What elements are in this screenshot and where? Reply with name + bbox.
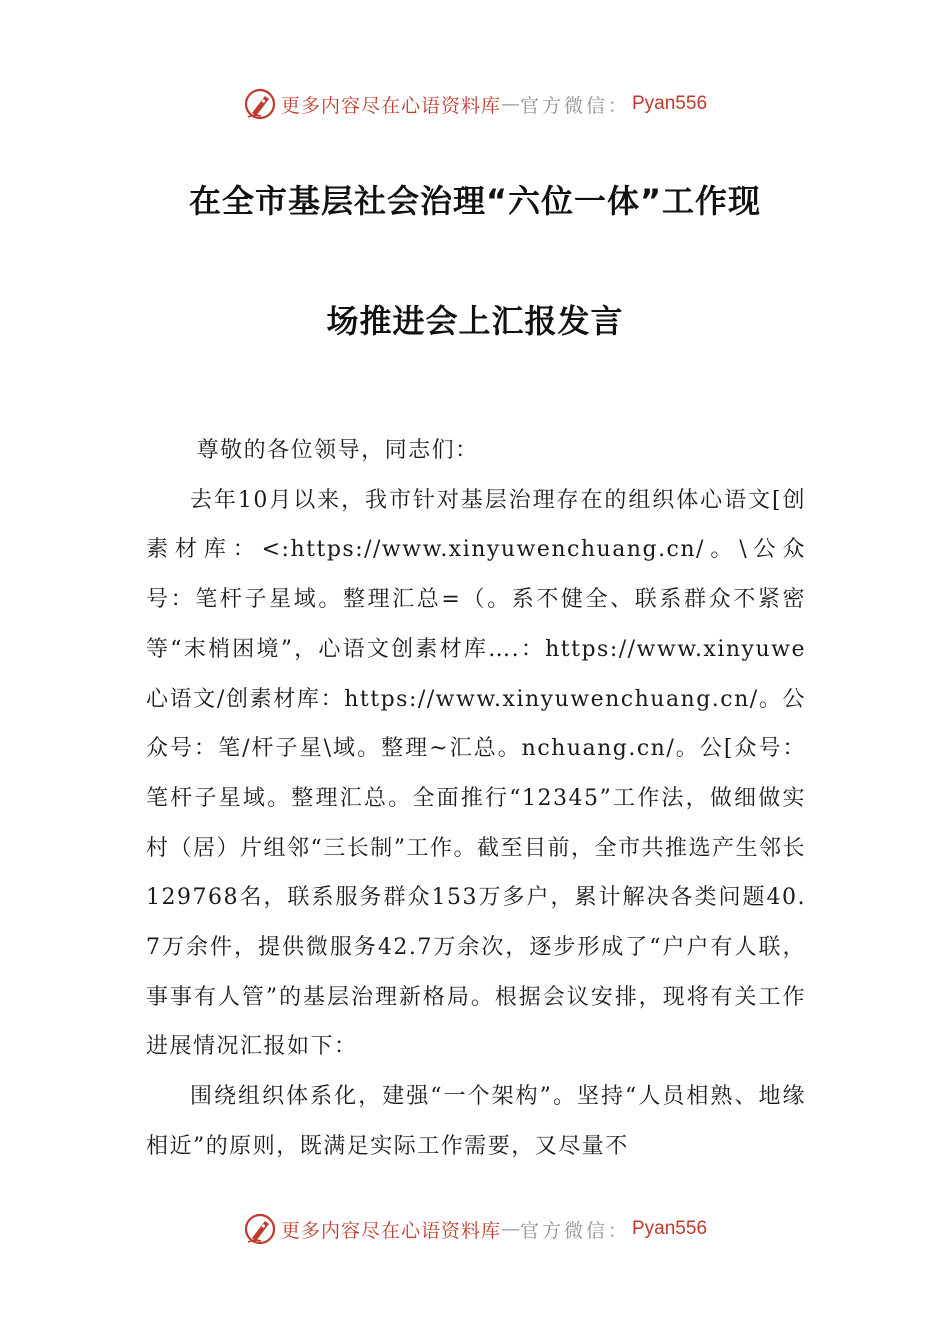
document-title-line-2: 场推进会上汇报发言: [326, 302, 624, 340]
watermark-wechat-id: Pyan556: [632, 93, 708, 114]
pen-nib-logo-icon: [243, 1212, 277, 1246]
watermark-official-label: 官方微信：: [519, 1219, 630, 1242]
watermark-main-text: 更多内容尽在心语资料库: [280, 1219, 501, 1242]
watermark-wechat-id: Pyan556: [632, 1218, 708, 1239]
document-body: [146, 426, 806, 1172]
body-paragraph: 围绕组织体系化，建强“一个架构”。坚持“人员相熟、地缘相近”的原则，既满足实际工作需要，又尽量不: [146, 1084, 806, 1159]
watermark-official-label: 官方微信：: [519, 94, 630, 117]
watermark-main-text: 更多内容尽在心语资料库: [280, 94, 501, 117]
watermark-dash: —: [500, 1218, 520, 1240]
salutation: 尊敬的各位领导，同志们：: [196, 438, 479, 463]
watermark-banner-bottom: [0, 1209, 950, 1249]
document-title-line-1: 在全市基层社会治理“六位一体”工作现: [188, 182, 762, 220]
watermark-banner-top: [0, 84, 950, 124]
pen-nib-logo-icon: [243, 87, 277, 121]
body-paragraph: 去年10月以来，我市针对基层治理存在的组织体心语文[创素材库：<:https://www.xinyuwenchuang.cn/。\公众号：笔杆子星域。整理汇总=（。系不健全、联系群众不紧密等“末梢困境”，心语文创素材库….：https://www.xinyuwe心语文/创素材库：https://www.xinyuwenchuang.cn/。公众号：笔/杆子星\域。整理~汇总。nchuang.cn/。公[众号：笔杆子星域。整理汇总。全面推行“12345”工作法，做细做实村（居）片组邻“三长制”工作。截至目前，全市共推选产生邻长129768名，联系服务群众153万多户，累计解决各类问题40.7万余件，提供微服务42.7万余次，逐步形成了“户户有人联，事事有人管”的基层治理新格局。根据会议安排，现将有关工作进展情况汇报如下：: [146, 487, 806, 1060]
watermark-dash: —: [500, 93, 520, 115]
